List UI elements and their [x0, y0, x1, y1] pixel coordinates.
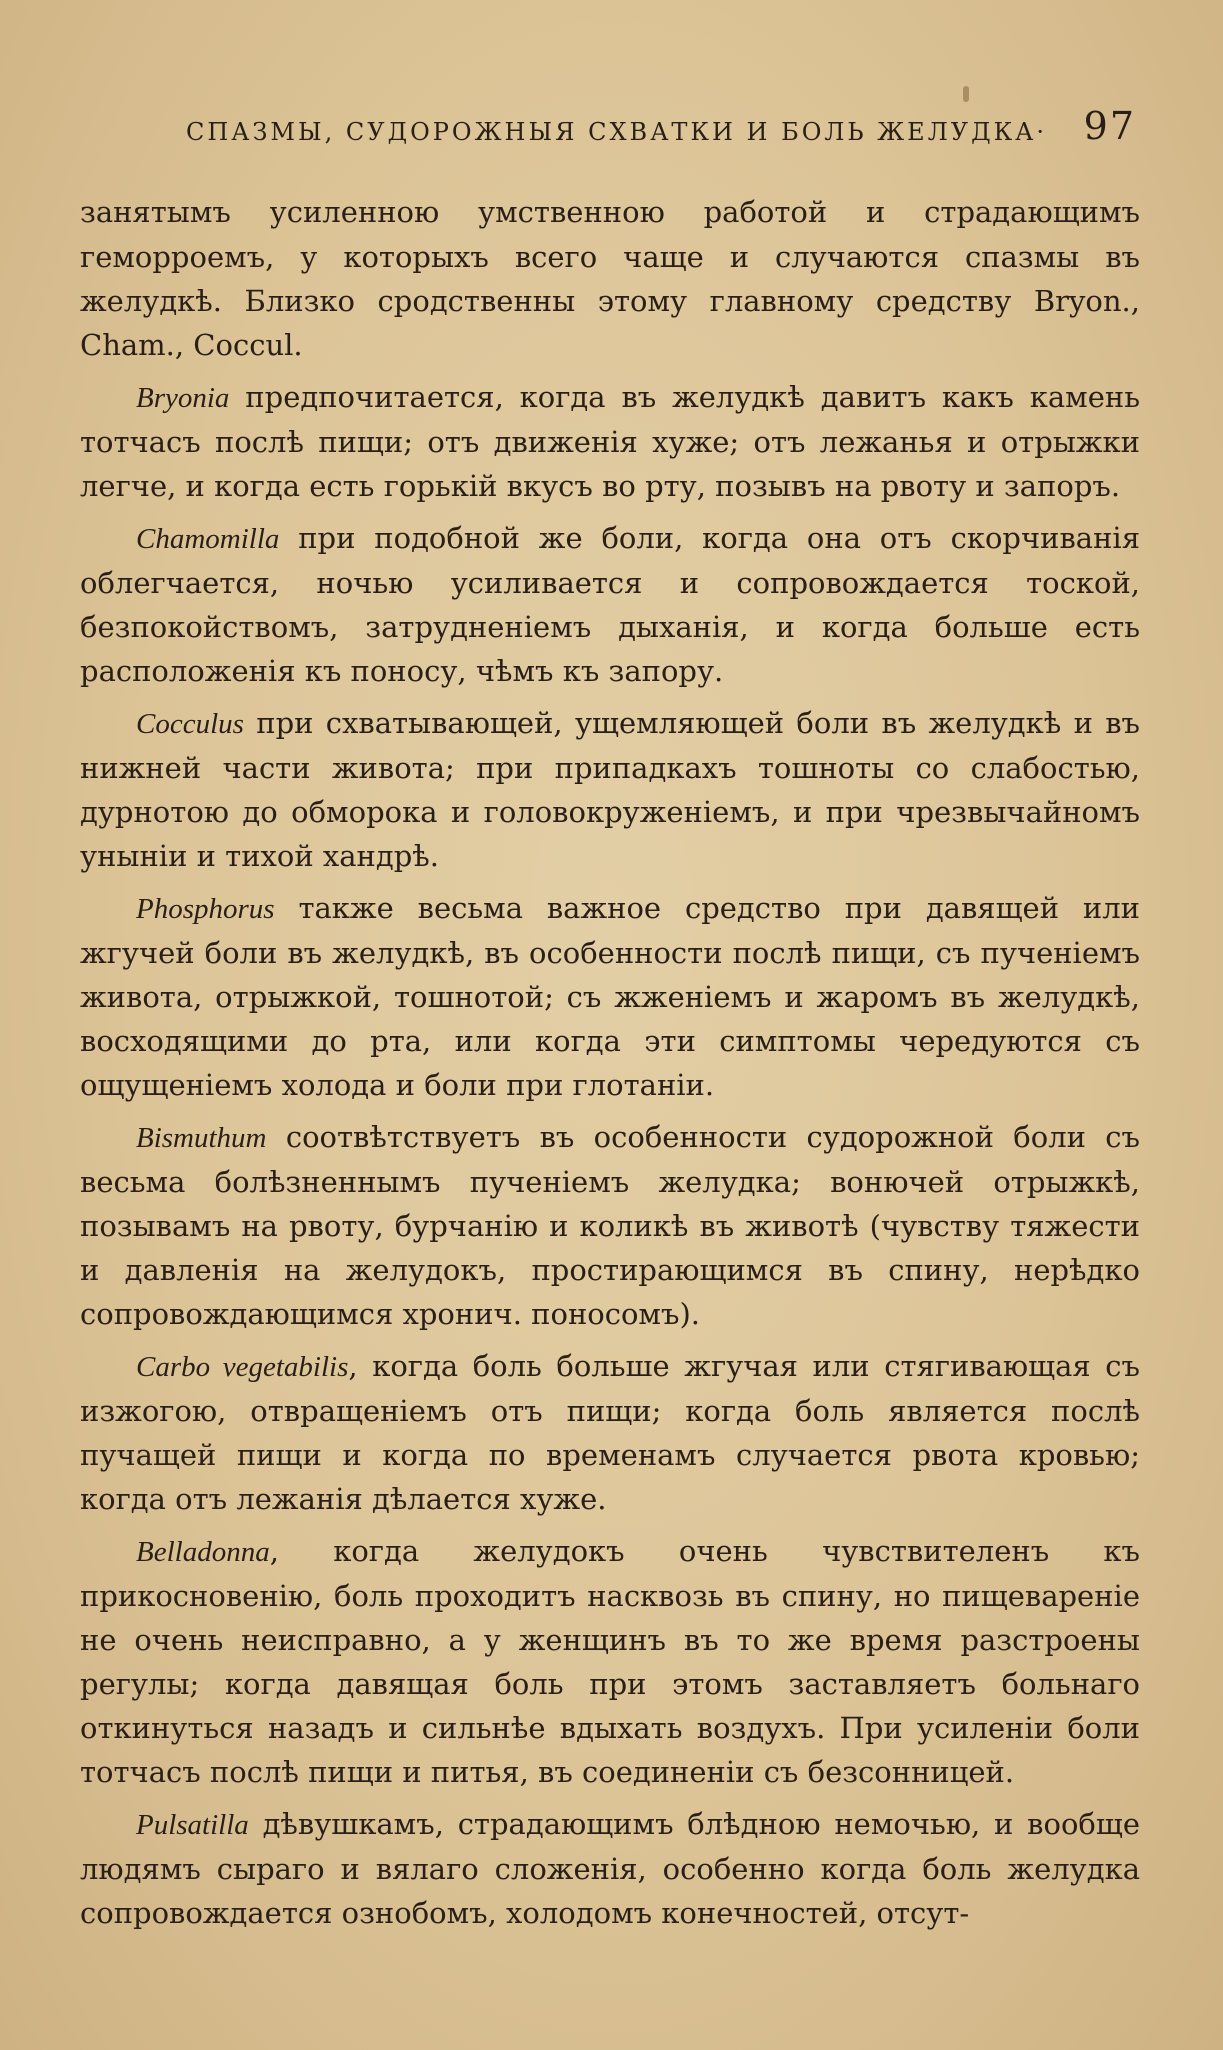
- paragraph-continuation: [80, 190, 1140, 367]
- paragraph-text: при подобной же боли, когда она отъ скорчиванія облегчается, ночью усиливается и сопровождается тоской, безпокойствомъ, затрудненіемъ дыханія, и когда больше есть расположенія къ поносу, чѣмъ къ запору.: [80, 521, 1140, 688]
- paragraph-text: , когда желудокъ очень чувствителенъ къ прикосновенію, боль проходитъ насквозь въ спину, но пищевареніе не очень неисправно, а у женщинъ въ то же время разстроены регулы; когда давящая боль при этомъ заставляетъ больнаго откинуться назадъ и сильнѣе вдыхать воздухъ. При усиленіи боли тотчасъ послѣ пищи и питья, въ соединеніи съ безсонницей.: [80, 1534, 1140, 1789]
- paragraph-pulsatilla: [80, 1802, 1140, 1935]
- page-number: 97: [1083, 104, 1136, 148]
- remedy-name: Bryonia: [136, 382, 230, 414]
- paragraph-chamomilla: [80, 516, 1140, 693]
- remedy-name: Chamomilla: [136, 523, 280, 555]
- remedy-name: Belladonna: [136, 1536, 270, 1568]
- remedy-name: Phosphorus: [136, 893, 275, 925]
- ink-speck: [963, 86, 969, 102]
- remedy-name: Carbo vegetabilis: [136, 1351, 349, 1383]
- page-header: [186, 104, 1136, 154]
- paragraph-text: дѣвушкамъ, страдающимъ блѣдною немочью, и вообще людямъ сыраго и вялаго сложенія, особенно когда боль желудка сопровождается ознобомъ, холодомъ конечностей, отсут-: [80, 1807, 1140, 1930]
- paragraph-text: занятымъ усиленною умственною работой и страдающимъ геморроемъ, у которыхъ всего чаще и случаются спазмы въ желудкѣ. Близко сродственны этому главному средству Bryon., Cham., Coccul.: [80, 195, 1140, 362]
- paragraph-bryonia: [80, 375, 1140, 508]
- paragraph-text: также весьма важное средство при давящей или жгучей боли въ желудкѣ, въ особенности послѣ пищи, съ пученіемъ живота, отрыжкой, тошнотой; съ жженіемъ и жаромъ въ желудкѣ, восходящими до рта, или когда эти симптомы чередуются съ ощущеніемъ холода и боли при глотаніи.: [80, 891, 1140, 1102]
- paragraph-carbo-vegetabilis: [80, 1344, 1140, 1521]
- remedy-name: Pulsatilla: [136, 1809, 249, 1841]
- running-title: СПАЗМЫ, СУДОРОЖНЫЯ СХВАТКИ И БОЛЬ ЖЕЛУДКА·: [186, 118, 1047, 146]
- paragraph-bismuthum: [80, 1115, 1140, 1336]
- paragraph-text: , когда боль больше жгучая или стягивающая съ изжогою, отвращеніемъ отъ пищи; когда боль является послѣ пучащей пищи и когда по временамъ случается рвота кровью; когда отъ лежанія дѣлается хуже.: [80, 1349, 1141, 1516]
- paragraph-text: соотвѣтствуетъ въ особенности судорожной боли съ весьма болѣзненнымъ пученіемъ желудка; вонючей отрыжкѣ, позывамъ на рвоту, бурчанію и коликѣ въ животѣ (чувству тяжести и давленія на желудокъ, простирающимся въ спину, нерѣдко сопровождающимся хронич. поносомъ).: [80, 1120, 1140, 1331]
- remedy-name: Cocculus: [136, 708, 244, 740]
- paragraph-text: предпочитается, когда въ желудкѣ давитъ какъ камень тотчасъ послѣ пищи; отъ движенія хуже; отъ лежанья и отрыжки легче, и когда есть горькій вкусъ во рту, позывъ на рвоту и запоръ.: [80, 380, 1140, 503]
- paragraph-cocculus: [80, 701, 1140, 878]
- paragraph-phosphorus: [80, 886, 1140, 1107]
- paragraph-text: при схватывающей, ущемляющей боли въ желудкѣ и въ нижней части живота; при припадкахъ тошноты со слабостью, дурнотою до обморока и головокруженіемъ, и при чрезвычайномъ уныніи и тихой хандрѣ.: [80, 706, 1140, 873]
- remedy-name: Bismuthum: [136, 1122, 267, 1154]
- paragraph-belladonna: [80, 1529, 1140, 1794]
- page-body: [80, 190, 1140, 1943]
